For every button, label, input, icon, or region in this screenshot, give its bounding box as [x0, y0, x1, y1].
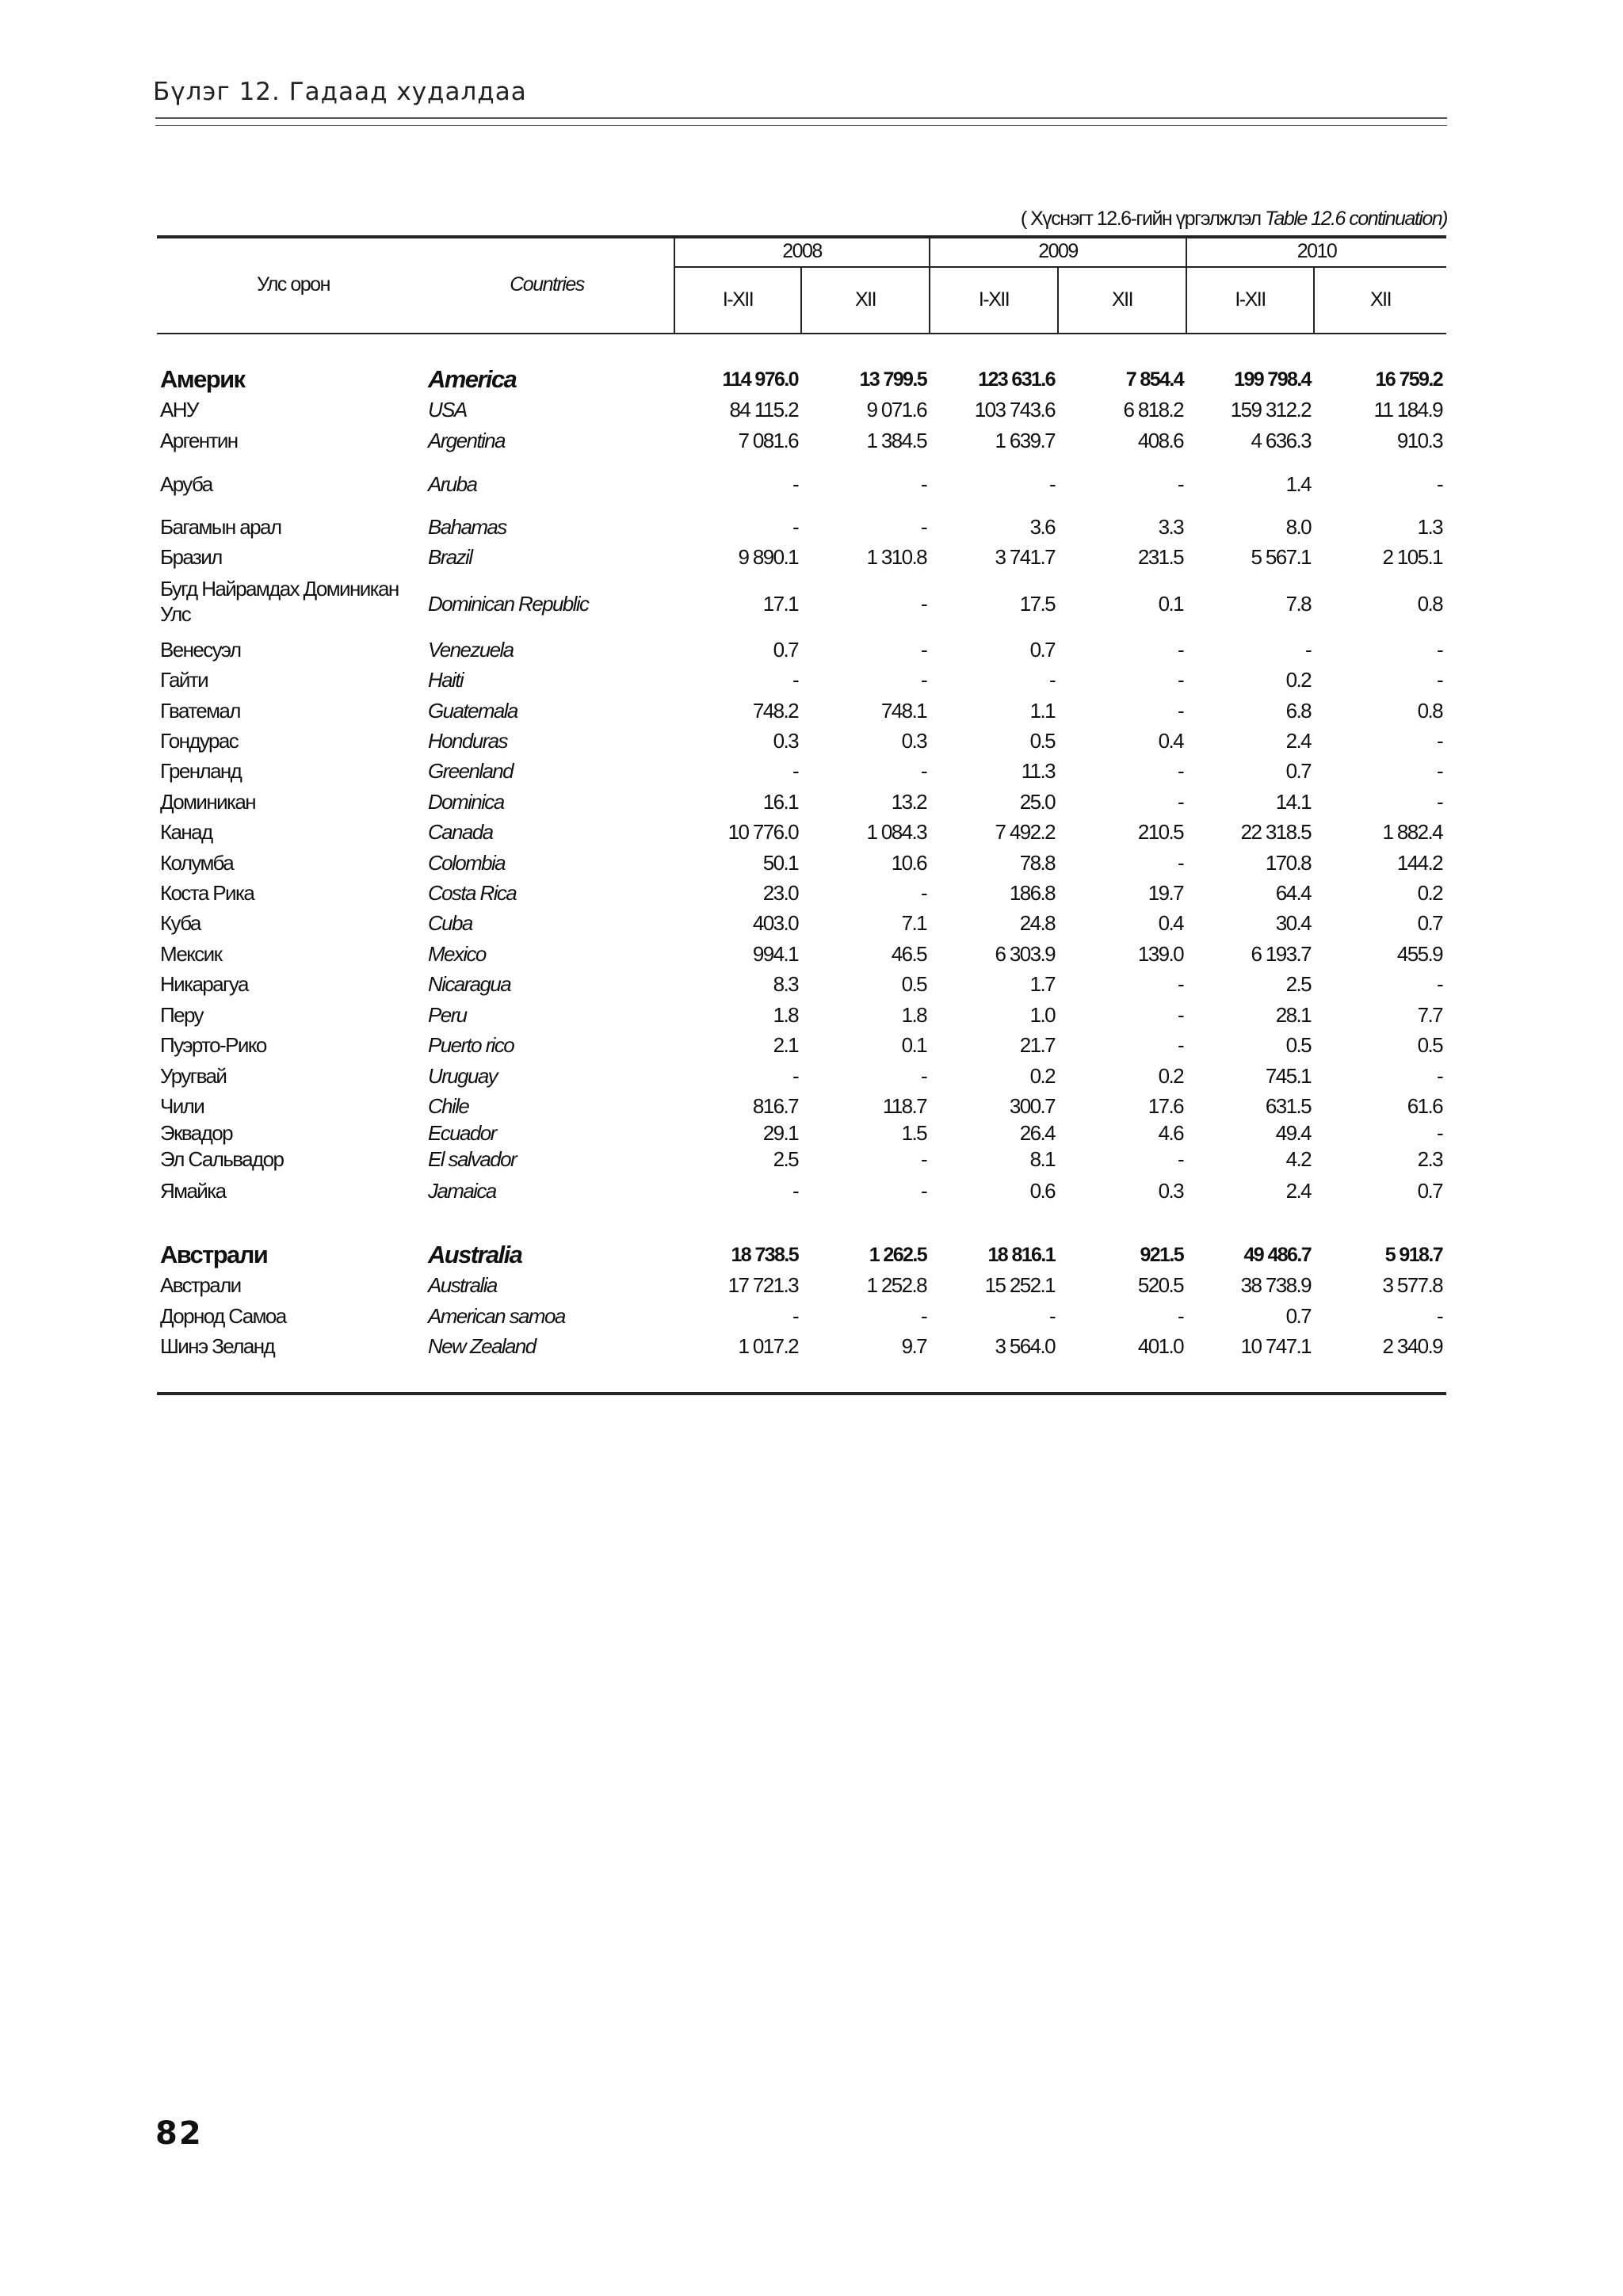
value-cell: 1.0: [1029, 1003, 1055, 1027]
value-cell: 4.6: [1158, 1121, 1183, 1145]
value-cell: 8.3: [773, 972, 798, 996]
value-cell: 0.5: [1417, 1033, 1442, 1057]
value-cell: 7 492.2: [995, 820, 1055, 844]
header-rule-bottom: [155, 125, 1447, 126]
country-name-mn: Австрали: [160, 1241, 268, 1268]
value-cell: 3 564.0: [995, 1334, 1055, 1358]
table-row: [0, 1119, 1623, 1146]
value-cell: 1 384.5: [866, 429, 926, 452]
value-cell: -: [1177, 1147, 1183, 1171]
value-cell: 7 081.6: [738, 429, 798, 452]
country-name-mn: Гондурас: [160, 729, 239, 753]
country-name-mn: Колумба: [160, 851, 234, 875]
value-cell: 3 577.8: [1382, 1273, 1442, 1297]
value-cell: 2.3: [1417, 1147, 1442, 1171]
table-caption: [1021, 208, 1447, 231]
country-name-en: Uruguay: [428, 1064, 498, 1088]
country-name-en: Puerto rico: [428, 1033, 514, 1057]
country-name-mn: Канад: [160, 820, 212, 844]
value-cell: 1 252.8: [866, 1273, 926, 1297]
value-cell: 0.8: [1417, 592, 1442, 616]
value-cell: 18 816.1: [987, 1244, 1055, 1266]
table-row: [0, 427, 1623, 454]
value-cell: -: [1436, 1304, 1442, 1328]
value-cell: 25.0: [1019, 790, 1055, 814]
value-cell: 1 882.4: [1382, 820, 1442, 844]
value-cell: 9 890.1: [738, 545, 798, 569]
country-name-mn: Австрали: [160, 1273, 241, 1297]
country-name-en: Costa Rica: [428, 881, 517, 905]
value-cell: 0.4: [1158, 911, 1183, 935]
country-name-mn: Перу: [160, 1003, 203, 1027]
value-cell: 118.7: [882, 1094, 926, 1118]
value-cell: 0.7: [1417, 911, 1442, 935]
value-cell: 2 105.1: [1382, 545, 1442, 569]
value-cell: 17 721.3: [727, 1273, 798, 1297]
country-name-mn: Шинэ Зеланд: [160, 1334, 275, 1358]
country-name-mn: Никарагуа: [160, 972, 248, 996]
value-cell: -: [1304, 638, 1311, 662]
country-name-mn: Ямайка: [160, 1179, 226, 1203]
value-cell: 24.8: [1019, 911, 1055, 935]
country-name-en: Peru: [428, 1003, 467, 1027]
value-cell: 6.8: [1285, 699, 1311, 723]
value-cell: 10.6: [891, 851, 926, 875]
value-cell: -: [792, 1064, 798, 1088]
value-cell: 455.9: [1396, 942, 1442, 966]
value-cell: 14.1: [1275, 790, 1311, 814]
value-cell: 1.7: [1029, 972, 1055, 996]
value-cell: 748.2: [752, 699, 798, 723]
value-cell: 745.1: [1265, 1064, 1311, 1088]
value-cell: 16 759.2: [1375, 368, 1442, 391]
value-cell: 0.5: [1285, 1033, 1311, 1057]
value-cell: -: [1436, 638, 1442, 662]
value-cell: -: [792, 472, 798, 496]
value-cell: 49 486.7: [1243, 1244, 1311, 1266]
region-total-row: [0, 1241, 1623, 1268]
value-cell: 2 340.9: [1382, 1334, 1442, 1358]
table-row: [0, 879, 1623, 906]
value-cell: 2.4: [1285, 729, 1311, 753]
value-cell: 144.2: [1396, 851, 1442, 875]
table-row: [0, 727, 1623, 754]
value-cell: 29.1: [762, 1121, 798, 1145]
value-cell: 103 743.6: [974, 398, 1055, 421]
value-cell: -: [1177, 1304, 1183, 1328]
country-name-en: USA: [428, 398, 467, 421]
country-name-en: American samoa: [428, 1304, 565, 1328]
value-cell: 1.1: [1029, 699, 1055, 723]
country-name-mn: Бразил: [160, 545, 222, 569]
caption-en: Table 12.6 continuation): [1265, 208, 1447, 230]
header-period: XII: [854, 288, 876, 311]
country-name-mn: Дорнод Самоа: [160, 1304, 286, 1328]
value-cell: -: [920, 1179, 926, 1203]
country-name-mn: Гренланд: [160, 759, 242, 783]
value-cell: 114 976.0: [722, 368, 798, 391]
value-cell: 1 017.2: [738, 1334, 798, 1358]
country-name-mn: Венесуэл: [160, 638, 241, 662]
country-name-en: Canada: [428, 820, 493, 844]
country-name-mn: Эквадор: [160, 1121, 232, 1145]
value-cell: 7.1: [901, 911, 926, 935]
value-cell: 64.4: [1275, 881, 1311, 905]
header-year: 2008: [782, 240, 822, 262]
country-name-mn: Америк: [160, 365, 245, 393]
value-cell: 159 312.2: [1230, 398, 1311, 421]
value-cell: 7.8: [1285, 592, 1311, 616]
value-cell: 13 799.5: [859, 368, 926, 391]
header-period: I-XII: [978, 288, 1010, 311]
table-row: [0, 543, 1623, 570]
value-cell: 21.7: [1019, 1033, 1055, 1057]
header-country-en: Countries: [510, 273, 584, 296]
value-cell: 0.7: [1029, 638, 1055, 662]
table-row: [0, 818, 1623, 845]
country-name-mn: Уругвай: [160, 1064, 227, 1088]
value-cell: 0.3: [901, 729, 926, 753]
country-name-en: Brazil: [428, 545, 472, 569]
value-cell: 17.6: [1148, 1094, 1183, 1118]
value-cell: -: [920, 638, 926, 662]
value-cell: 401.0: [1137, 1334, 1183, 1358]
value-cell: 13.2: [891, 790, 926, 814]
value-cell: 0.2: [1285, 668, 1311, 692]
value-cell: -: [1177, 699, 1183, 723]
value-cell: 0.2: [1029, 1064, 1055, 1088]
value-cell: 1.8: [901, 1003, 926, 1027]
country-name-en: Colombia: [428, 851, 506, 875]
value-cell: 0.1: [901, 1033, 926, 1057]
header-rule-top: [155, 117, 1447, 119]
value-cell: 7.7: [1417, 1003, 1442, 1027]
country-name-en: Chile: [428, 1094, 469, 1118]
page-number: 82: [155, 2115, 203, 2152]
header-period: I-XII: [1235, 288, 1266, 311]
country-name-en: Nicaragua: [428, 972, 511, 996]
value-cell: 46.5: [891, 942, 926, 966]
header-period: XII: [1369, 288, 1392, 311]
value-cell: 30.4: [1275, 911, 1311, 935]
value-cell: 3 741.7: [995, 545, 1055, 569]
value-cell: -: [792, 1304, 798, 1328]
table-row: [0, 1146, 1623, 1173]
value-cell: -: [1436, 759, 1442, 783]
value-cell: -: [920, 515, 926, 539]
value-cell: 0.5: [901, 972, 926, 996]
value-cell: -: [1177, 668, 1183, 692]
value-cell: -: [1177, 972, 1183, 996]
value-cell: -: [792, 668, 798, 692]
value-cell: -: [792, 759, 798, 783]
value-cell: 26.4: [1019, 1121, 1055, 1145]
country-name-en: Aruba: [428, 472, 477, 496]
table-row: [0, 757, 1623, 784]
value-cell: -: [1436, 1121, 1442, 1145]
value-cell: 4 636.3: [1251, 429, 1311, 452]
country-name-en: Ecuador: [428, 1121, 496, 1145]
value-cell: 17.1: [762, 592, 798, 616]
table-row: [0, 577, 1623, 626]
table-row: [0, 1302, 1623, 1329]
table-row: [0, 1001, 1623, 1028]
country-name-mn: Гайти: [160, 668, 208, 692]
value-cell: 19.7: [1148, 881, 1183, 905]
country-name-en: Jamaica: [428, 1179, 496, 1203]
value-cell: -: [920, 668, 926, 692]
value-cell: 17.5: [1019, 592, 1055, 616]
table-row: [0, 910, 1623, 936]
value-cell: 78.8: [1019, 851, 1055, 875]
value-cell: 1.8: [773, 1003, 798, 1027]
country-name-mn: Чили: [160, 1094, 204, 1118]
table-row: [0, 396, 1623, 423]
value-cell: 18 738.5: [731, 1244, 798, 1266]
value-cell: 631.5: [1265, 1094, 1311, 1118]
caption-mn: ( Хүснэгт 12.6-гийн үргэлжлэл: [1020, 208, 1261, 230]
value-cell: -: [1048, 1304, 1055, 1328]
country-name-en: Mexico: [428, 942, 486, 966]
country-name-mn: Доминикан: [160, 790, 256, 814]
value-cell: 123 631.6: [978, 368, 1055, 391]
country-name-mn: Коста Рика: [160, 881, 254, 905]
value-cell: 3.3: [1158, 515, 1183, 539]
table-row: [0, 513, 1623, 540]
value-cell: -: [1177, 851, 1183, 875]
table-top-rule: [157, 235, 1446, 238]
value-cell: -: [920, 881, 926, 905]
value-cell: 0.2: [1417, 881, 1442, 905]
value-cell: 0.1: [1158, 592, 1183, 616]
country-name-en: El salvador: [428, 1147, 517, 1171]
value-cell: 6 818.2: [1123, 398, 1183, 421]
value-cell: 61.6: [1407, 1094, 1442, 1118]
value-cell: -: [920, 1147, 926, 1171]
year-underline: [674, 266, 1446, 268]
country-name-mn: Аргентин: [160, 429, 238, 452]
value-cell: 1 084.3: [866, 820, 926, 844]
table-row: [0, 666, 1623, 693]
table-row: [0, 1032, 1623, 1058]
table-row: [0, 1062, 1623, 1089]
country-name-en: Honduras: [428, 729, 507, 753]
value-cell: 16.1: [762, 790, 798, 814]
table-row: [0, 971, 1623, 997]
value-cell: 403.0: [752, 911, 798, 935]
value-cell: -: [1177, 1003, 1183, 1027]
value-cell: -: [1436, 729, 1442, 753]
value-cell: 5 567.1: [1251, 545, 1311, 569]
value-cell: 0.5: [1029, 729, 1055, 753]
country-name-mn: АНУ: [160, 398, 198, 421]
value-cell: 0.7: [773, 638, 798, 662]
value-cell: -: [920, 759, 926, 783]
value-cell: -: [792, 1179, 798, 1203]
value-cell: 0.6: [1029, 1179, 1055, 1203]
value-cell: 300.7: [1009, 1094, 1055, 1118]
country-name-mn: Багамын арал: [160, 515, 281, 539]
value-cell: 23.0: [762, 881, 798, 905]
value-cell: 1 639.7: [995, 429, 1055, 452]
value-cell: 28.1: [1275, 1003, 1311, 1027]
value-cell: -: [920, 472, 926, 496]
country-name-mn: Бугд Найрамдах Доминикан Улс: [160, 577, 399, 626]
value-cell: 9.7: [901, 1334, 926, 1358]
table-row: [0, 697, 1623, 724]
value-cell: 22 318.5: [1240, 820, 1311, 844]
value-cell: -: [792, 515, 798, 539]
value-cell: 15 252.1: [984, 1273, 1055, 1297]
value-cell: 0.2: [1158, 1064, 1183, 1088]
value-cell: -: [1436, 790, 1442, 814]
value-cell: -: [1048, 472, 1055, 496]
value-cell: 994.1: [752, 942, 798, 966]
value-cell: 7 854.4: [1125, 368, 1183, 391]
value-cell: 921.5: [1140, 1244, 1183, 1266]
table-row: [0, 636, 1623, 663]
table-row: [0, 1333, 1623, 1360]
value-cell: -: [1177, 472, 1183, 496]
country-name-en: Bahamas: [428, 515, 506, 539]
country-name-en: Australia: [428, 1273, 497, 1297]
country-name-en: Australia: [428, 1241, 522, 1268]
value-cell: 4.2: [1285, 1147, 1311, 1171]
country-name-en: Venezuela: [428, 638, 514, 662]
value-cell: 0.4: [1158, 729, 1183, 753]
country-name-en: Haiti: [428, 668, 464, 692]
country-name-mn: Аруба: [160, 472, 212, 496]
value-cell: 0.3: [1158, 1179, 1183, 1203]
value-cell: 2.5: [1285, 972, 1311, 996]
value-cell: -: [1048, 668, 1055, 692]
value-cell: -: [920, 1064, 926, 1088]
value-cell: -: [1436, 1064, 1442, 1088]
value-cell: 6 193.7: [1251, 942, 1311, 966]
value-cell: 199 798.4: [1234, 368, 1311, 391]
value-cell: -: [1436, 472, 1442, 496]
value-cell: 910.3: [1396, 429, 1442, 452]
country-name-mn: Гватемал: [160, 699, 240, 723]
value-cell: 2.5: [773, 1147, 798, 1171]
value-cell: 186.8: [1009, 881, 1055, 905]
header-period: XII: [1111, 288, 1133, 311]
region-total-row: [0, 366, 1623, 393]
value-cell: 8.1: [1029, 1147, 1055, 1171]
page-header-title: Бүлэг 12. Гадаад худалдаа: [153, 78, 527, 106]
country-name-mn: Пуэрто-Рико: [160, 1033, 266, 1057]
value-cell: 11.3: [1021, 759, 1055, 783]
value-cell: -: [920, 592, 926, 616]
value-cell: 1 262.5: [869, 1244, 926, 1266]
header-year: 2010: [1296, 240, 1337, 262]
value-cell: 231.5: [1137, 545, 1183, 569]
country-name-en: Dominica: [428, 790, 504, 814]
table-row: [0, 1272, 1623, 1299]
country-name-mn: Куба: [160, 911, 200, 935]
table-row: [0, 1177, 1623, 1204]
value-cell: 210.5: [1137, 820, 1183, 844]
value-cell: -: [1177, 790, 1183, 814]
country-name-en: Dominican Republic: [428, 592, 589, 616]
value-cell: 50.1: [762, 851, 798, 875]
value-cell: 0.3: [773, 729, 798, 753]
country-name-en: America: [428, 365, 517, 393]
value-cell: 1.3: [1417, 515, 1442, 539]
country-name-en: Guatemala: [428, 699, 517, 723]
value-cell: -: [1177, 638, 1183, 662]
value-cell: 139.0: [1137, 942, 1183, 966]
value-cell: 748.1: [880, 699, 926, 723]
country-name-mn: Эл Сальвадор: [160, 1147, 284, 1171]
value-cell: 1.5: [901, 1121, 926, 1145]
value-cell: -: [1436, 668, 1442, 692]
value-cell: 84 115.2: [729, 398, 798, 421]
value-cell: 9 071.6: [866, 398, 926, 421]
value-cell: 11 184.9: [1373, 398, 1442, 421]
country-name-en: Greenland: [428, 759, 514, 783]
value-cell: 1 310.8: [866, 545, 926, 569]
value-cell: 3.6: [1029, 515, 1055, 539]
table-row: [0, 1093, 1623, 1119]
header-year: 2009: [1038, 240, 1078, 262]
table-row: [0, 940, 1623, 967]
header-period: I-XII: [722, 288, 754, 311]
value-cell: 170.8: [1265, 851, 1311, 875]
value-cell: 0.7: [1285, 1304, 1311, 1328]
value-cell: 10 776.0: [727, 820, 798, 844]
value-cell: -: [1436, 972, 1442, 996]
country-name-mn: Мексик: [160, 942, 222, 966]
value-cell: 0.7: [1417, 1179, 1442, 1203]
value-cell: 6 303.9: [995, 942, 1055, 966]
country-name-en: Argentina: [428, 429, 505, 452]
value-cell: 520.5: [1137, 1273, 1183, 1297]
value-cell: 0.7: [1285, 759, 1311, 783]
value-cell: 816.7: [752, 1094, 798, 1118]
country-name-en: Cuba: [428, 911, 472, 935]
value-cell: 1.4: [1285, 472, 1311, 496]
value-cell: 2.4: [1285, 1179, 1311, 1203]
value-cell: 2.1: [773, 1033, 798, 1057]
header-country-mn: Улс орон: [257, 273, 330, 296]
table-bottom-rule: [157, 1392, 1446, 1395]
value-cell: -: [1177, 759, 1183, 783]
value-cell: 5 918.7: [1384, 1244, 1442, 1266]
table-row: [0, 471, 1623, 498]
country-name-en: New Zealand: [428, 1334, 536, 1358]
value-cell: 8.0: [1285, 515, 1311, 539]
table-row: [0, 849, 1623, 876]
value-cell: 38 738.9: [1240, 1273, 1311, 1297]
value-cell: -: [920, 1304, 926, 1328]
value-cell: 49.4: [1275, 1121, 1311, 1145]
value-cell: 408.6: [1137, 429, 1183, 452]
value-cell: 0.8: [1417, 699, 1442, 723]
table-row: [0, 788, 1623, 815]
value-cell: -: [1177, 1033, 1183, 1057]
value-cell: 10 747.1: [1240, 1334, 1311, 1358]
